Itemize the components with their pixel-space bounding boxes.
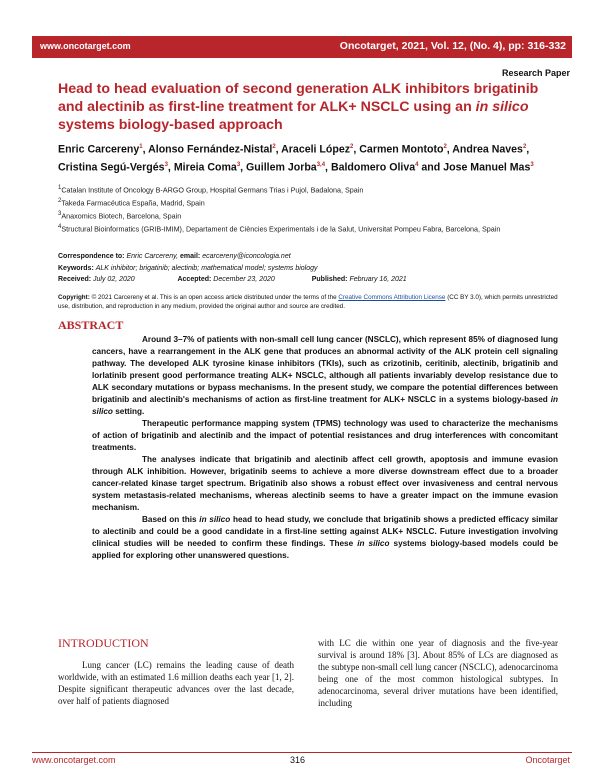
license-link[interactable]: Creative Commons Attribution License	[338, 294, 446, 301]
author: Carmen Montoto	[359, 143, 444, 156]
abstract-paragraph: Therapeutic performance mapping system (TPMS) technology was used to characterize the mechanisms of action of brigatinib and alectinib and the impact of potential resistances and drug interferences with concomitant treatments.	[92, 419, 558, 452]
author: Araceli López	[281, 143, 351, 156]
keywords: Keywords: ALK inhibitor; brigatinib; alectinib; mathematical model; systems biology	[58, 264, 318, 272]
abstract-paragraph: Around 3–7% of patients with non-small cell lung cancer (NSCLC), which represent 85% of diagnosed lung cancers, have a rearrangement in the ALK gene that produces an abnormal activity of the ALK protein cell signaling pathway. The developed ALK tyrosine kinase inhibitors (TKIs), such as crizotinib, ceritinib, alectinib, brigatinib and lorlatinib present good performance treating ALK+ NSCLC, although all patients invariably develop resistance due to ALK secondary mutations or bypass mechanisms. In the present study, we compare the potential differences between brigatinib and alectinib's mechanisms of action as first-line treatment for ALK+ NSCLC in a systems biology-based in silico setting.	[92, 335, 558, 416]
journal-website-link[interactable]: www.oncotarget.com	[40, 41, 131, 51]
abstract-heading: ABSTRACT	[58, 318, 124, 332]
intro-column-left: Lung cancer (LC) remains the leading cause of death worldwide, with an estimated 1.6 million deaths each year [1, 2]. Despite significant therapeutic advances over the last decade, over half of patients diagnosed	[58, 660, 294, 706]
author: Cristina Segú-Vergés	[58, 161, 165, 174]
intro-column-right: with LC die within one year of diagnosis and the five-year survival is around 18% [3]. About 85% of LCs are diagnosed as the subtype non-small cell lung cancer (NSCLC), adenocarcinoma being one of the most common histological subtypes. In adenocarcinoma, several driver mutations have been identified, including	[318, 638, 558, 708]
abstract-paragraph: Based on this in silico head to head study, we conclude that brigatinib shows a predicted efficacy similar to alectinib and could be a good candidate in a first-line setting against ALK+ NSCLC. Future investigation involving clinical studies will be needed to confirm these findings. These in silico systems biology-based models could be applied for exploring other unanswered questions.	[92, 515, 559, 560]
affiliations	[58, 183, 558, 235]
author-list: Enric Carcereny$^1$, Alonso Fernández-Nistal$^2$, Araceli López$^2$, Carmen Montoto$^2$, Andrea Naves$^2$, Cristina Segú-Vergés$^3$, Mireia Coma$^3$, Guillem Jorba$^{3,4}$, Baldomero Oliva$^4$ and Jose Manuel Mas$^3$	[58, 143, 534, 174]
author: Enric Carcereny	[58, 143, 140, 156]
dates: Received: July 02, 2020 Accepted: December 23, 2020 Published: February 16, 2021	[58, 276, 407, 283]
citation: Oncotarget, 2021, Vol. 12, (No. 4), pp: 316-332	[339, 40, 566, 52]
article-type: Research Paper	[501, 68, 570, 78]
journal-header-bar	[32, 36, 572, 58]
author: Baldomero Oliva	[330, 161, 416, 174]
affiliation: $^2$Takeda Farmacéutica España, Madrid, Spain	[58, 197, 205, 208]
paper-title: Head to head evaluation of second generation ALK inhibitors brigatinib and alectinib as first-line treatment for ALK+ NSCLC using an in silico systems biology-based approach	[58, 81, 539, 133]
author: Alonso Fernández-Nistal	[148, 143, 273, 156]
author: Guillem Jorba	[246, 161, 317, 174]
abstract-paragraph: The analyses indicate that brigatinib and alectinib affect cell growth, apoptosis and immune evasion through ALK inhibition. However, brigatinib seems to achieve a more diverse downstream effect due to a broader cancer-related kinase target spectrum. Brigatinib also shows a robust effect over invasiveness and central nervous system metastasis-related mechanisms, whereas alectinib seems to have a greater impact on the immune evasion mechanism.	[92, 455, 558, 512]
correspondence: Correspondence to: Enric Carcereny, email: ecarcereny@iconcologia.net	[58, 253, 291, 260]
affiliation: $^1$Catalan Institute of Oncology B-ARGO Group, Hospital Germans Trias i Pujol, Badalona, Spain	[58, 185, 364, 195]
affiliation: $^3$Anaxomics Biotech, Barcelona, Spain	[58, 210, 182, 221]
author: Andrea Naves	[452, 143, 523, 156]
copyright-notice: Copyright: © 2021 Carcereny et al. This is an open access article distributed under the terms of the Creative Commons Attribution License (CC BY 3.0), which permits unrestricted use, distribution, and reproduction in any medium, provided the original author and source are credited.	[58, 294, 558, 310]
article-metadata	[58, 251, 558, 286]
author: Jose Manuel Mas	[443, 161, 531, 174]
abstract-body	[92, 334, 558, 562]
affiliation: $^4$Structural Bioinformatics (GRIB-IMIM), Departament de Ciències Experimentals i de la Salut, Universitat Pompeu Fabra, Barcelona, Spain	[58, 223, 501, 234]
footer-divider	[32, 752, 572, 753]
footer-journal: Oncotarget	[525, 755, 570, 765]
footer-website-link[interactable]: www.oncotarget.com	[32, 755, 116, 765]
introduction-heading: INTRODUCTION	[58, 636, 149, 650]
page-number: 316	[290, 755, 306, 765]
author: Mireia Coma	[173, 161, 237, 174]
email-link[interactable]: ecarcereny@iconcologia.net	[202, 253, 291, 260]
